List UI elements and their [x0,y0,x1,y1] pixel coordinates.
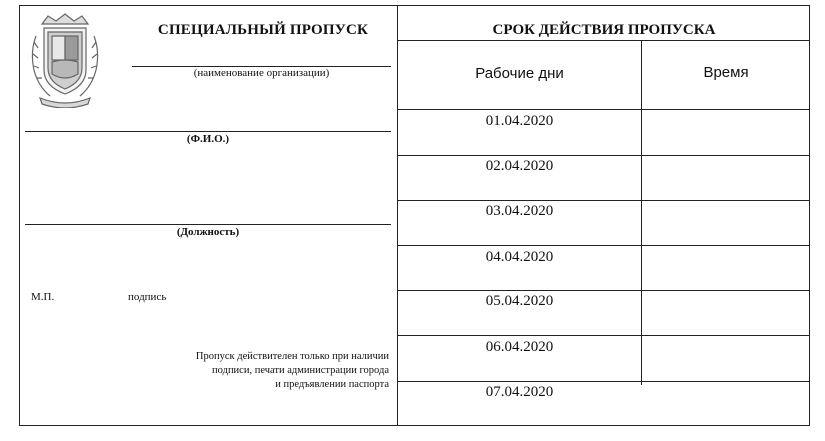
col-header-days: Рабочие дни [475,65,564,82]
date-cell: 03.04.2020 [485,203,554,219]
coat-of-arms-icon [28,12,102,108]
date-cell: 01.04.2020 [485,113,554,129]
stamp-place-label: М.П. [31,291,55,303]
date-cell: 06.04.2020 [485,339,554,355]
validity-note-line: Пропуск действителен только при наличии [195,351,389,362]
row-divider [398,200,810,201]
pass-title: СПЕЦИАЛЬНЫЙ ПРОПУСК [157,22,369,38]
row-divider [398,109,810,110]
position-line [25,224,391,225]
signature-label: подпись [128,291,167,303]
position-caption: (Должность) [176,226,240,238]
date-cell: 05.04.2020 [485,293,554,309]
validity-note-line: и предъявлении паспорта [275,379,389,390]
date-cell: 02.04.2020 [485,158,554,174]
fio-caption: (Ф.И.О.) [186,133,230,145]
row-divider [398,381,810,382]
row-divider [398,290,810,291]
validity-table-title: СРОК ДЕЙСТВИЯ ПРОПУСКА [398,5,810,41]
validity-note [130,350,389,392]
date-cell: 04.04.2020 [485,249,554,265]
fio-line [25,131,391,132]
org-name-caption: (наименование организации) [193,67,330,79]
row-divider [398,155,810,156]
row-divider [398,245,810,246]
date-cell: 07.04.2020 [485,384,554,400]
col-header-time: Время [703,64,749,81]
validity-note-line: подписи, печати администрации города [212,365,389,376]
row-divider [398,335,810,336]
